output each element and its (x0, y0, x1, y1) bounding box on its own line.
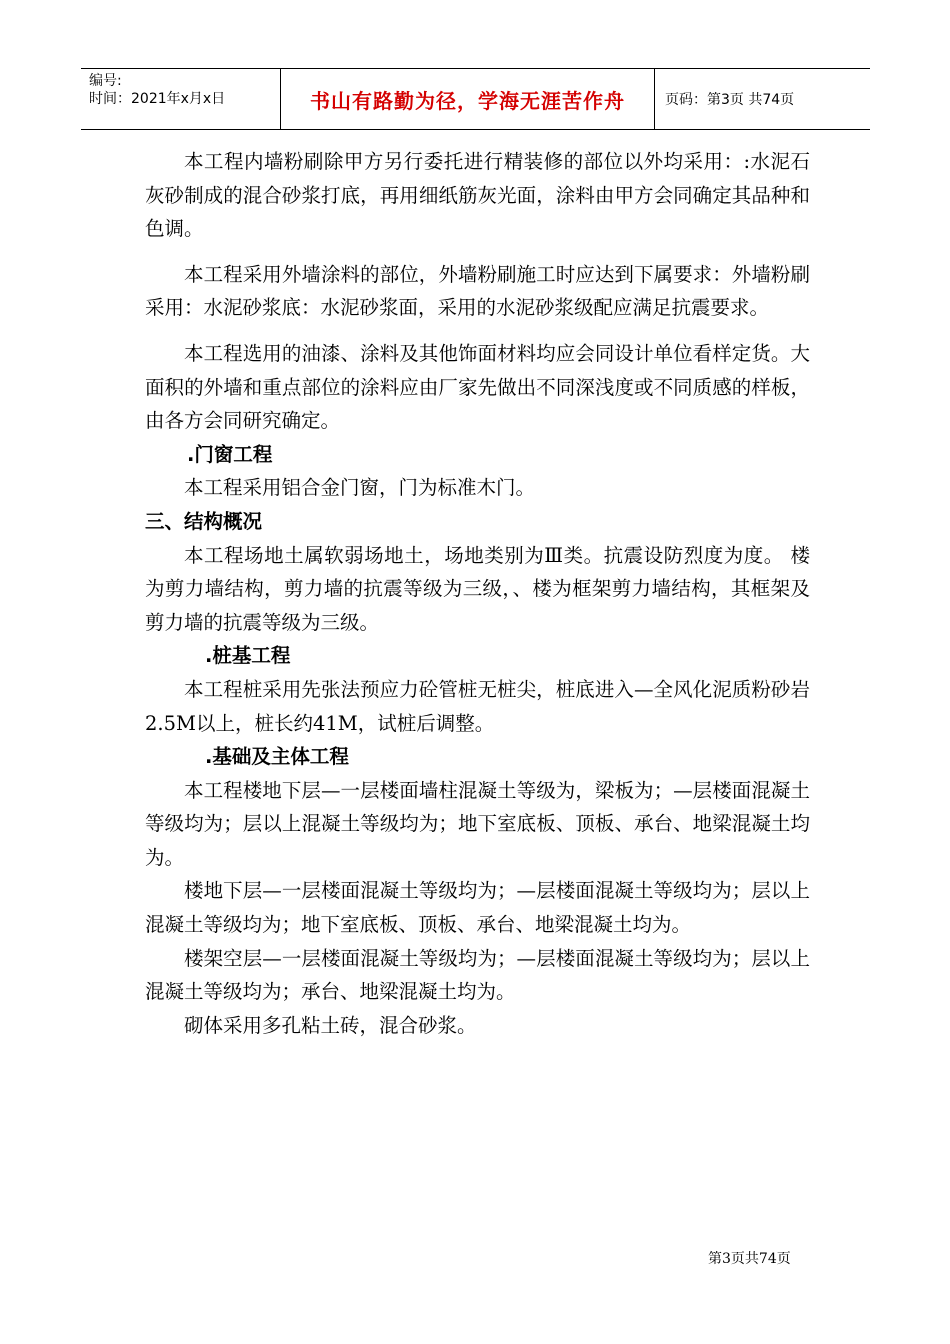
paragraph-masonry: 砌体采用多孔粘土砖，混合砂浆。 (184, 1013, 477, 1037)
paragraph-exterior-coating: 本工程采用外墙涂料的部位，外墙粉刷施工时应达到下属要求：外墙粉刷采用：水泥砂浆底：水泥砂浆面，采用的水泥砂浆级配应满足抗震要求。 (145, 262, 810, 320)
section-heading-doors: .门窗工程 (187, 442, 273, 466)
paragraph-finish-materials: 本工程选用的油漆、涂料及其他饰面材料均应会同设计单位看样定货。大面积的外墙和重点部位的涂料应由厂家先做出不同深浅度或不同质感的样板，由各方会同研究确定。 (145, 341, 810, 433)
paragraph-concrete-grade-3: 楼架空层—一层楼面混凝土等级均为；—层楼面混凝土等级均为；层以上混凝土等级均为；承台、地梁混凝土均为。 (145, 946, 810, 1004)
paragraph-site-soil: 本工程场地土属软弱场地土，场地类别为Ⅲ类。抗震设防烈度为度。 楼为剪力墙结构，剪力墙的抗震等级为三级，、楼为框架剪力墙结构，其框架及剪力墙的抗震等级为三级。 (145, 543, 810, 634)
paragraph-doors: 本工程采用铝合金门窗，门为标准木门。 (184, 476, 536, 500)
header-meta (81, 69, 281, 129)
section-heading-piles: .桩基工程 (205, 644, 291, 668)
section-heading-structure: 三、结构概况 (145, 509, 263, 533)
document-body (145, 145, 810, 1042)
time-label: 时间：2021年x月x日 (89, 91, 226, 107)
header-motto: 书山有路勤为径，学海无涯苦作舟 (281, 69, 655, 129)
page-footer: 第3页共74页 (708, 1251, 791, 1267)
paragraph-piles: 本工程桩采用先张法预应力砼管桩无桩尖，桩底进入—全风化泥质粉砂岩2.5M以上，桩长约41M，试桩后调整。 (145, 677, 810, 735)
paragraph-concrete-grade-1: 本工程楼地下层—一层楼面墙柱混凝土等级为，梁板为；—层楼面混凝土等级均为；层以上混凝土等级均为；地下室底板、顶板、承台、地梁混凝土均为。 (145, 778, 810, 869)
paragraph-concrete-grade-2: 楼地下层—一层楼面混凝土等级均为；—层楼面混凝土等级均为；层以上混凝土等级均为；地下室底板、顶板、承台、地梁混凝土均为。 (145, 879, 810, 937)
paragraph-interior-plaster: 本工程内墙粉刷除甲方另行委托进行精装修的部位以外均采用：:水泥石灰砂制成的混合砂浆打底，再用细纸筋灰光面，涂料由甲方会同确定其品种和色调。 (145, 150, 810, 241)
header-page-info: 页码：第3页 共74页 (665, 92, 795, 108)
section-heading-foundation: .基础及主体工程 (205, 745, 349, 769)
number-label: 编号: (89, 73, 122, 89)
page-header (81, 68, 870, 130)
